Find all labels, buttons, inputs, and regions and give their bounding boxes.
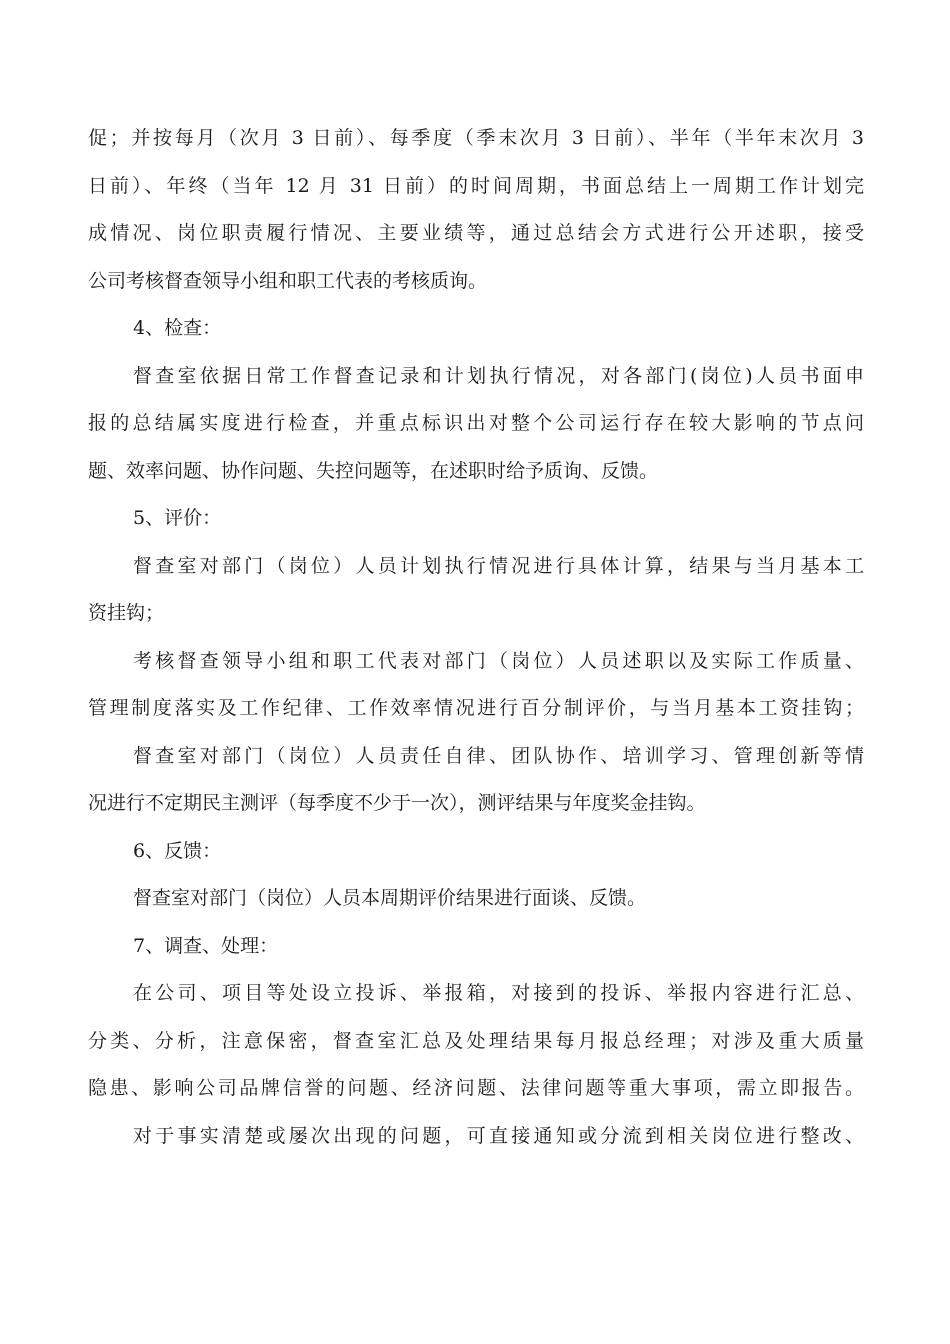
section-heading: 5、评价： xyxy=(133,507,222,529)
section-heading: 4、检查： xyxy=(133,317,222,339)
text-line: 督查室对部门（岗位）人员本周期评价结果进行面谈、反馈。 xyxy=(133,887,647,909)
text-line: 报的总结属实度进行检查，并重点标识出对整个公司运行存在较大影响的节点问 xyxy=(88,412,864,434)
text-line: 考核督查领导小组和职工代表对部门（岗位）人员述职以及实际工作质量、 xyxy=(133,649,864,672)
text-line: 促；并按每月（次月 3 日前）、每季度（季末次月 3 日前）、半年（半年末次月 3 xyxy=(88,127,864,149)
text-line: 日前）、年终（当年 12 月 31 日前）的时间周期，书面总结上一周期工作计划完 xyxy=(88,174,864,197)
section-heading: 7、调查、处理： xyxy=(133,934,279,957)
text-line: 督查室依据日常工作督查记录和计划执行情况，对各部门(岗位)人员书面申 xyxy=(133,364,864,387)
text-line: 对于事实清楚或屡次出现的问题，可直接通知或分流到相关岗位进行整改、 xyxy=(133,1124,864,1147)
text-line: 公司考核督查领导小组和职工代表的考核质询。 xyxy=(88,269,488,292)
text-line: 隐患、影响公司品牌信誉的问题、经济问题、法律问题等重大事项，需立即报告。 xyxy=(88,1077,864,1099)
text-line: 督查室对部门（岗位）人员责任自律、团队协作、培训学习、管理创新等情 xyxy=(133,744,864,767)
document-body xyxy=(88,115,864,1160)
text-line: 题、效率问题、协作问题、失控问题等，在述职时给予质询、反馈。 xyxy=(88,459,659,482)
text-line: 资挂钩； xyxy=(88,602,165,624)
text-line: 况进行不定期民主测评（每季度不少于一次），测评结果与年度奖金挂钩。 xyxy=(88,792,706,814)
text-line: 在公司、项目等处设立投诉、举报箱，对接到的投诉、举报内容进行汇总、 xyxy=(133,982,864,1004)
section-heading: 6、反馈： xyxy=(133,839,222,862)
text-line: 分类、分析，注意保密，督查室汇总及处理结果每月报总经理；对涉及重大质量 xyxy=(88,1029,864,1052)
text-line: 成情况、岗位职责履行情况、主要业绩等，通过总结会方式进行公开述职，接受 xyxy=(88,222,864,244)
text-line: 管理制度落实及工作纪律、工作效率情况进行百分制评价，与当月基本工资挂钩； xyxy=(88,697,864,719)
text-line: 督查室对部门（岗位）人员计划执行情况进行具体计算，结果与当月基本工 xyxy=(133,554,864,577)
